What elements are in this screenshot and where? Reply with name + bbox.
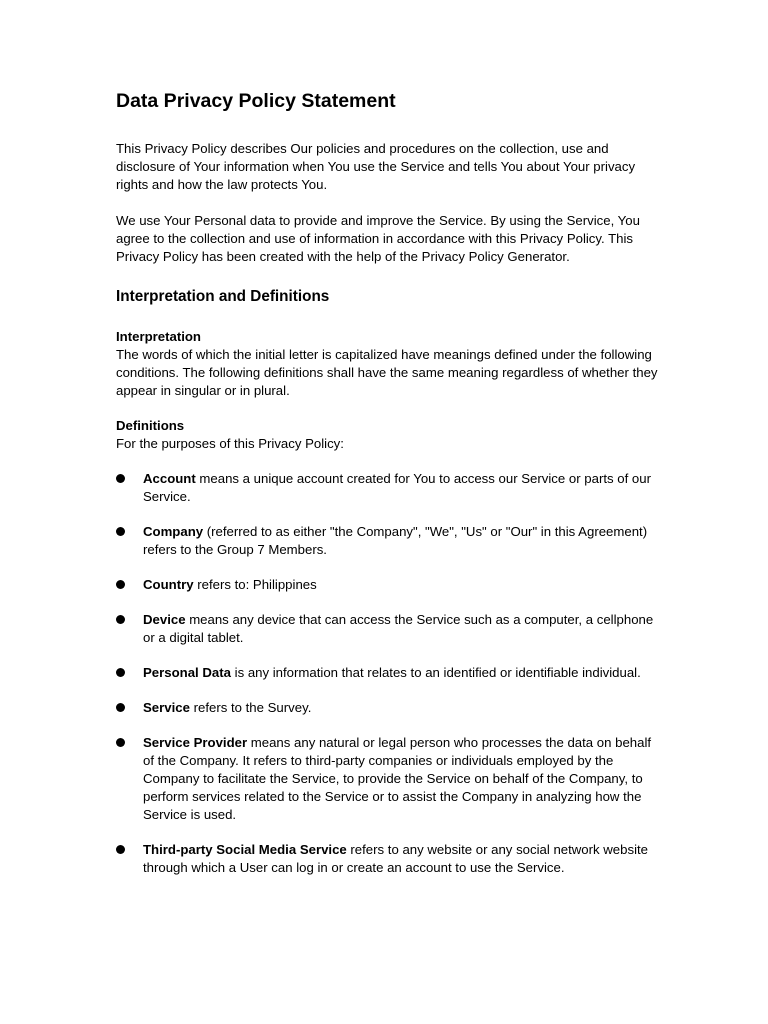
definition-term: Company bbox=[143, 524, 204, 539]
definition-term: Personal Data bbox=[143, 665, 231, 680]
intro-paragraph: This Privacy Policy describes Our policies and procedures on the collection, use and disclosure of Your information when You use the Service and tells You about Your privacy rights and how the law protects You. bbox=[116, 141, 636, 192]
document-title: Data Privacy Policy Statement bbox=[116, 90, 396, 112]
intro-paragraph: We use Your Personal data to provide and improve the Service. By using the Service, You agree to the collection and use of information in accordance with this Privacy Policy. This Privacy Policy has been created with the help of the Privacy Policy Generator. bbox=[116, 213, 640, 264]
bullet-icon bbox=[116, 615, 125, 624]
definition-text: means a unique account created for You to access our Service or parts of our Service. bbox=[143, 471, 651, 504]
list-item bbox=[116, 841, 658, 877]
definition-text: is any information that relates to an identified or identifiable individual. bbox=[230, 665, 641, 680]
list-item bbox=[116, 699, 658, 717]
definition-term: Third-party Social Media Service bbox=[143, 842, 347, 857]
bullet-icon bbox=[116, 845, 125, 854]
bullet-icon bbox=[116, 580, 125, 589]
bullet-icon bbox=[116, 668, 125, 677]
list-item bbox=[116, 611, 658, 647]
definitions-list bbox=[116, 470, 658, 877]
definition-text: refers to the Survey. bbox=[189, 700, 312, 715]
bullet-icon bbox=[116, 474, 125, 483]
interpretation-block bbox=[116, 328, 658, 400]
list-item bbox=[116, 523, 658, 559]
definition-term: Account bbox=[143, 471, 196, 486]
definition-text: means any natural or legal person who processes the data on behalf of the Company. It refers to third-party companies or individuals employed by the Company to facilitate the Service, to provide the Service on behalf of the Company, to perform services related to the Service or to assist the Company in analyzing how the Service is used. bbox=[143, 735, 652, 822]
definitions-heading: Definitions bbox=[116, 418, 185, 433]
definition-term: Device bbox=[143, 612, 186, 627]
definition-term: Country bbox=[143, 577, 194, 592]
bullet-icon bbox=[116, 738, 125, 747]
definition-term: Service Provider bbox=[143, 735, 248, 750]
list-item bbox=[116, 576, 658, 594]
definition-text: refers to any website or any social network website through which a User can log in or create an account to use the Service. bbox=[143, 842, 649, 875]
list-item bbox=[116, 470, 658, 506]
bullet-icon bbox=[116, 703, 125, 712]
interpretation-heading: Interpretation bbox=[116, 329, 201, 344]
definition-text: means any device that can access the Service such as a computer, a cellphone or a digital tablet. bbox=[143, 612, 654, 645]
list-item bbox=[116, 664, 658, 682]
definitions-intro: For the purposes of this Privacy Policy: bbox=[116, 436, 344, 451]
definition-term: Service bbox=[143, 700, 190, 715]
section-heading: Interpretation and Definitions bbox=[116, 288, 330, 305]
definition-text: refers to: Philippines bbox=[193, 577, 317, 592]
interpretation-text: The words of which the initial letter is capitalized have meanings defined under the following conditions. The following definitions shall have the same meaning regardless of whether they appear in singular or in plural. bbox=[116, 347, 658, 398]
definitions-block bbox=[116, 417, 658, 453]
list-item bbox=[116, 734, 658, 824]
bullet-icon bbox=[116, 527, 125, 536]
definition-text: (referred to as either "the Company", "We", "Us" or "Our" in this Agreement) refers to the Group 7 Members. bbox=[143, 524, 648, 557]
